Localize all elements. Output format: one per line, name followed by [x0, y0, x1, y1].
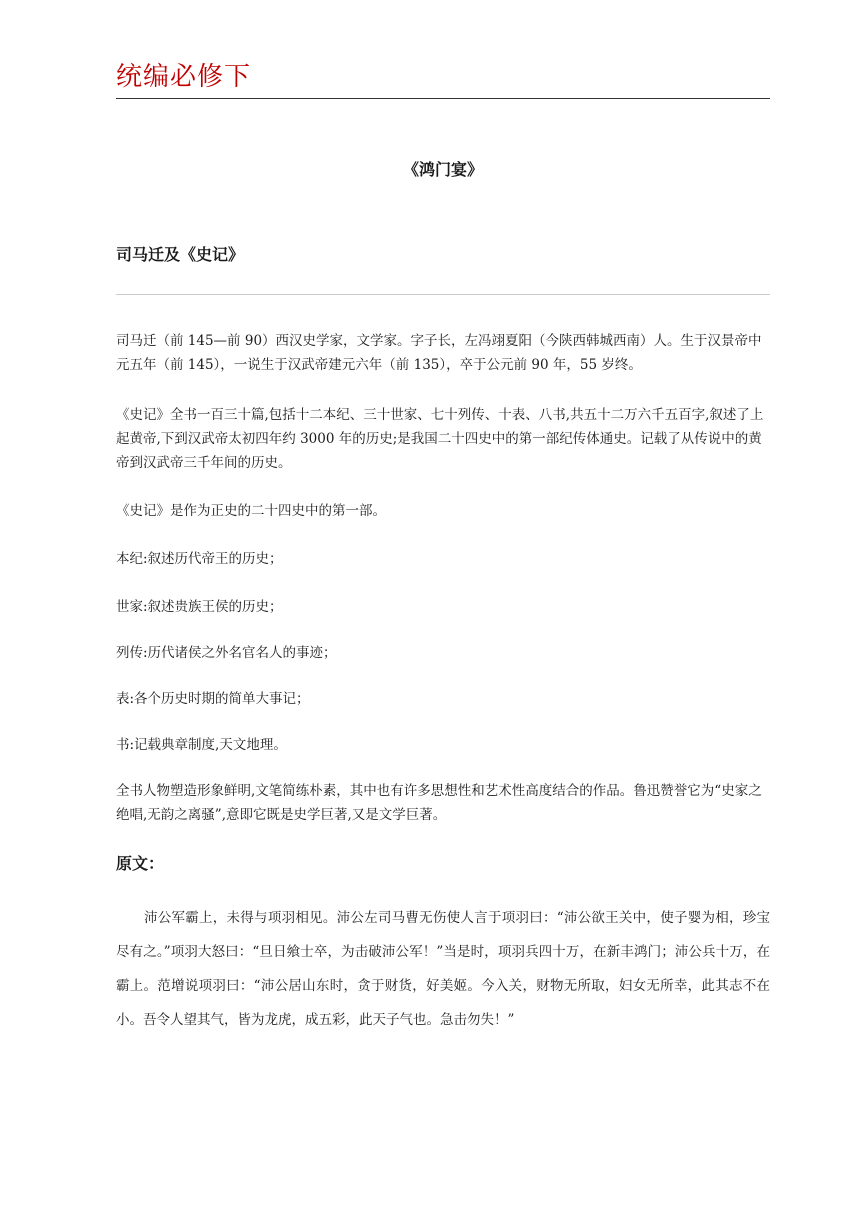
paragraph-author-bio: 司马迁（前 145—前 90）西汉史学家，文学家。字子长，左冯翊夏阳（今陕西韩城西南）人。生于汉景帝中元五年（前 145），一说生于汉武帝建元六年（前 135），卒于公元前 90 年，55 岁终。 — [116, 333, 762, 373]
paragraph-biao: 表:各个历史时期的简单大事记； — [116, 691, 310, 707]
paragraph-benji: 本纪:叙述历代帝王的历史； — [116, 551, 283, 567]
paragraph-shiji-status: 《史记》是作为正史的二十四史中的第一部。 — [116, 503, 386, 519]
paragraph-shijia: 世家:叙述贵族王侯的历史； — [116, 599, 283, 615]
header-title: 统编必修下 — [116, 62, 252, 92]
section-divider — [116, 294, 770, 295]
original-text-heading: 原文： — [116, 854, 165, 873]
paragraph-shu: 书:记载典章制度,天文地理。 — [116, 737, 287, 753]
section-title: 司马迁及《史记》 — [116, 245, 245, 264]
paragraph-evaluation: 全书人物塑造形象鲜明,文笔简练朴素，其中也有许多思想性和艺术性高度结合的作品。鲁迅赞誉它为“史家之绝唱,无韵之离骚”,意即它既是史学巨著,又是文学巨著。 — [116, 783, 762, 823]
paragraph-liezhuan: 列传:历代诸侯之外名官名人的事迹； — [116, 645, 337, 661]
document-title: 《鸿门宴》 — [402, 160, 483, 179]
page-header — [116, 58, 770, 99]
paragraph-shiji-overview: 《史记》全书一百三十篇,包括十二本纪、三十世家、七十列传、十表、八书,共五十二万六千五百字,叙述了上起黄帝,下到汉武帝太初四年约 3000 年的历史;是我国二十四史中的第一部纪传体通史。记载了从传说中的黄帝到汉武帝三千年间的历史。 — [116, 407, 764, 471]
original-text-body: 沛公军霸上，未得与项羽相见。沛公左司马曹无伤使人言于项羽曰：“沛公欲王关中，使子婴为相，珍宝尽有之。”项羽大怒曰：“旦日飨士卒，为击破沛公军！”当是时，项羽兵四十万，在新丰鸿门；沛公兵十万，在霸上。范增说项羽曰：“沛公居山东时，贪于财货，好美姬。今入关，财物无所取，妇女无所幸，此其志不在小。吾令人望其气，皆为龙虎，成五彩，此天子气也。急击勿失！” — [116, 910, 770, 1028]
